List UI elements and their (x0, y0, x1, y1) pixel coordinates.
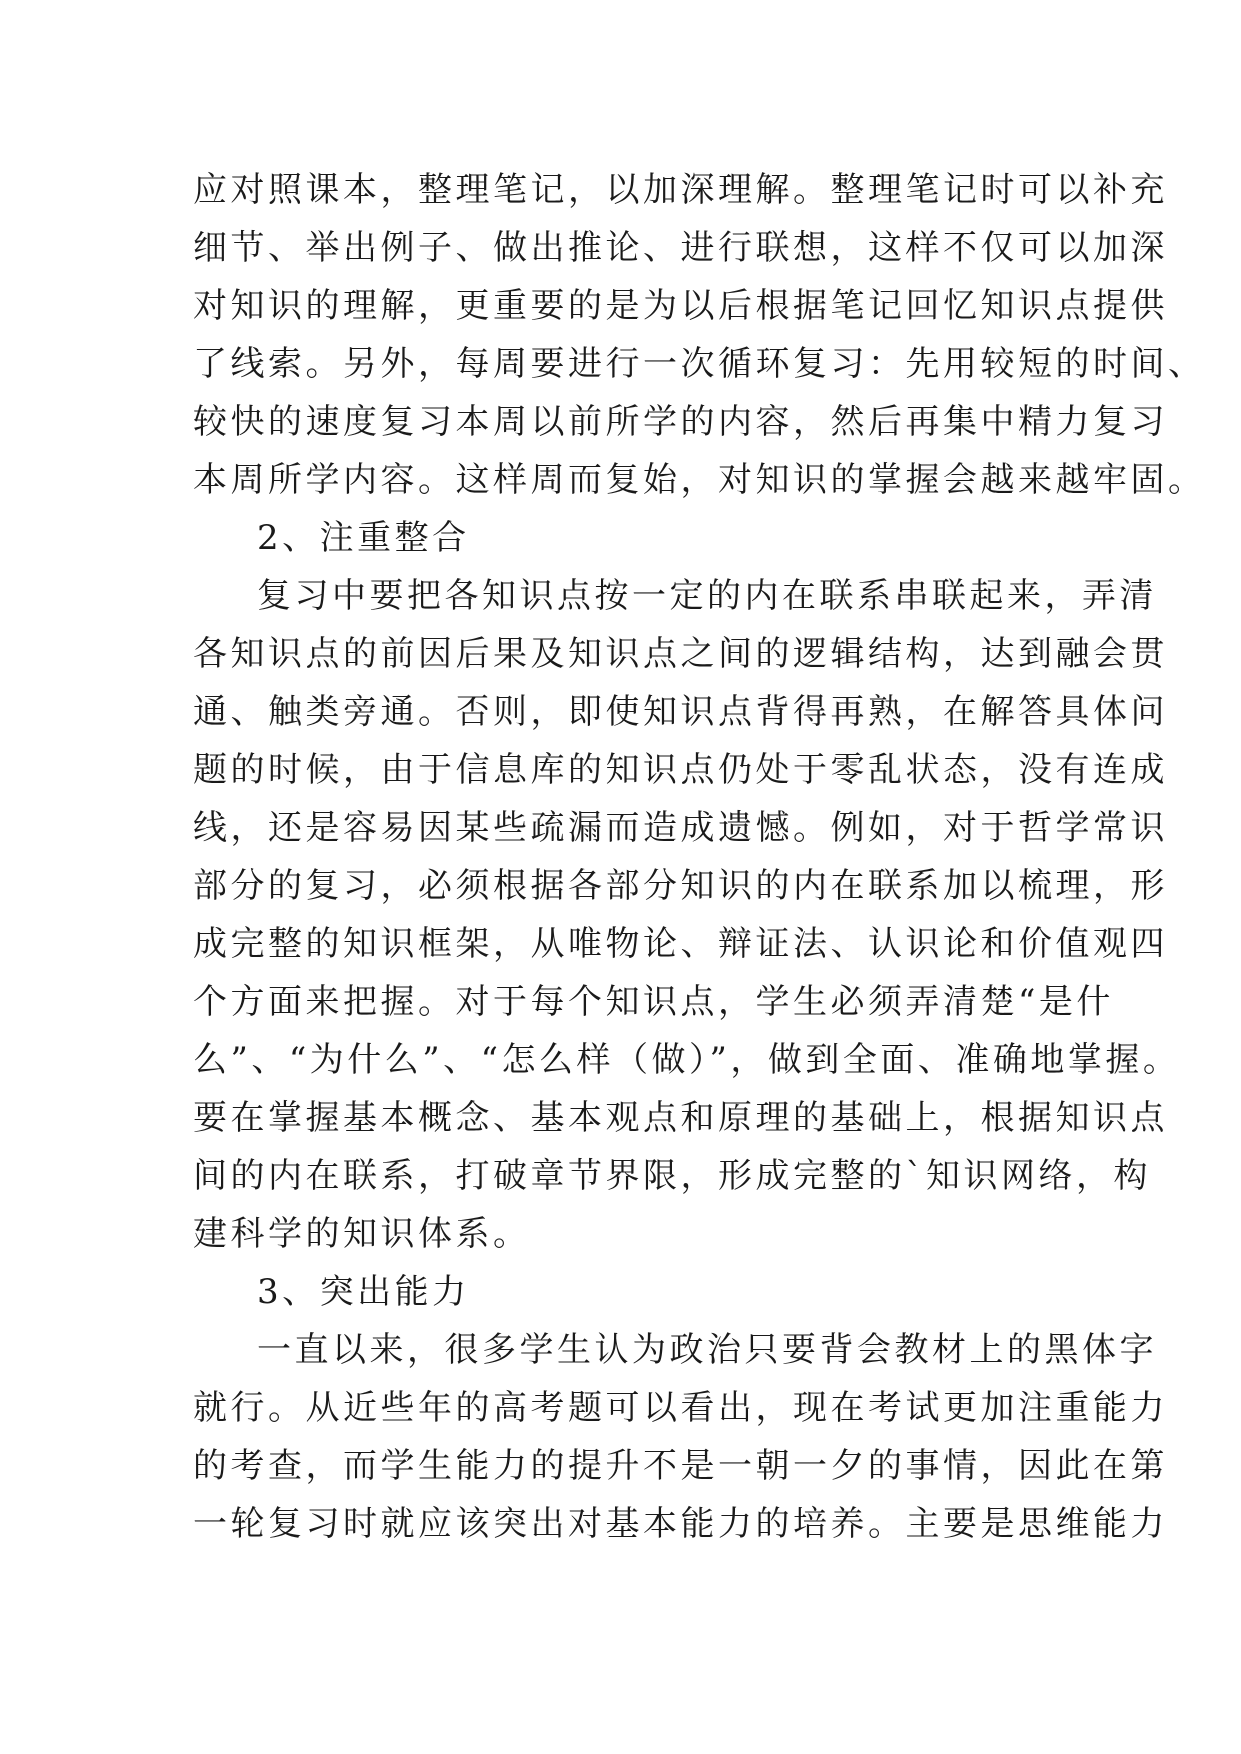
text-line-24: 一轮复习时就应该突出对基本能力的培养。主要是思维能力 (193, 1504, 1168, 1544)
text-line-19: 建科学的知识体系。 (193, 1214, 531, 1254)
section-heading-2: 2、注重整合 (257, 518, 470, 558)
text-line-17: 要在掌握基本概念、基本观点和原理的基础上，根据知识点 (193, 1098, 1168, 1138)
text-line-18: 间的内在联系，打破章节界限，形成完整的`知识网络，构 (193, 1156, 1151, 1196)
text-line-13: 部分的复习，必须根据各部分知识的内在联系加以梳理，形 (193, 866, 1168, 906)
text-line-21: 一直以来，很多学生认为政治只要背会教材上的黑体字 (257, 1330, 1157, 1370)
text-line-8: 复习中要把各知识点按一定的内在联系串联起来，弄清 (257, 576, 1157, 616)
text-line-2: 细节、举出例子、做出推论、进行联想，这样不仅可以加深 (193, 228, 1168, 268)
section-heading-3: 3、突出能力 (257, 1272, 470, 1312)
text-line-10: 通、触类旁通。否则，即使知识点背得再熟，在解答具体问 (193, 692, 1168, 732)
text-line-14: 成完整的知识框架，从唯物论、辩证法、认识论和价值观四 (193, 924, 1168, 964)
text-line-9: 各知识点的前因后果及知识点之间的逻辑结构，达到融会贯 (193, 634, 1168, 674)
text-line-16: 么”、“为什么”、“怎么样（做）”，做到全面、准确地掌握。 (193, 1040, 1181, 1080)
text-line-22: 就行。从近些年的高考题可以看出，现在考试更加注重能力 (193, 1388, 1168, 1428)
text-line-15: 个方面来把握。对于每个知识点，学生必须弄清楚“是什 (193, 982, 1114, 1022)
text-line-12: 线，还是容易因某些疏漏而造成遗憾。例如，对于哲学常识 (193, 808, 1168, 848)
text-line-6: 本周所学内容。这样周而复始，对知识的掌握会越来越牢固。 (193, 460, 1206, 500)
text-line-1: 应对照课本，整理笔记，以加深理解。整理笔记时可以补充 (193, 170, 1168, 210)
text-line-23: 的考查，而学生能力的提升不是一朝一夕的事情，因此在第 (193, 1446, 1168, 1486)
text-line-3: 对知识的理解，更重要的是为以后根据笔记回忆知识点提供 (193, 286, 1168, 326)
text-line-5: 较快的速度复习本周以前所学的内容，然后再集中精力复习 (193, 402, 1168, 442)
text-line-11: 题的时候，由于信息库的知识点仍处于零乱状态，没有连成 (193, 750, 1168, 790)
text-line-4: 了线索。另外，每周要进行一次循环复习：先用较短的时间、 (193, 344, 1206, 384)
